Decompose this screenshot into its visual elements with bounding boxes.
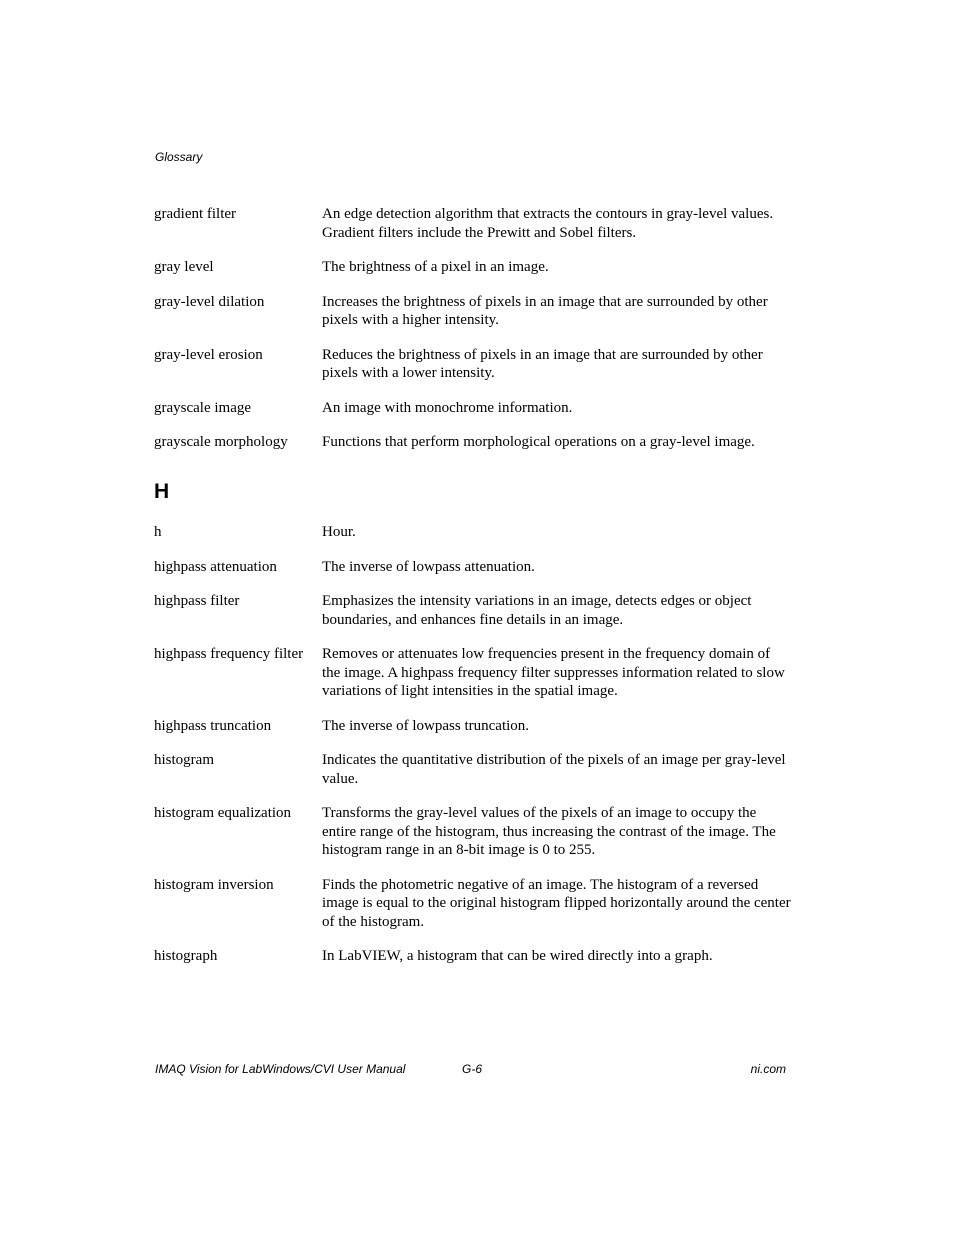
- glossary-definition: The inverse of lowpass attenuation.: [322, 558, 535, 575]
- glossary-section-g: [154, 205, 794, 468]
- glossary-entry: [154, 258, 794, 277]
- glossary-term: h: [154, 524, 162, 540]
- glossary-entry: [154, 523, 794, 542]
- glossary-definition: Indicates the quantitative distribution of the pixels of an image per gray-level value.: [322, 752, 786, 787]
- footer-page-number: G-6: [462, 1062, 483, 1076]
- glossary-entry: [154, 293, 794, 330]
- running-head: Glossary: [155, 150, 203, 164]
- glossary-term: histogram inversion: [154, 876, 274, 893]
- glossary-term: gradient filter: [154, 206, 237, 222]
- glossary-entry: [154, 558, 794, 577]
- glossary-term: highpass filter: [154, 593, 240, 609]
- glossary-entry: [154, 717, 794, 736]
- glossary-entry: [154, 433, 794, 452]
- glossary-definition: The inverse of lowpass truncation.: [322, 717, 530, 734]
- glossary-entry: [154, 876, 794, 932]
- glossary-entry: [154, 751, 794, 788]
- glossary-entry: [154, 346, 794, 383]
- glossary-term: gray-level dilation: [154, 293, 265, 310]
- glossary-entry: [154, 947, 794, 966]
- glossary-term: grayscale image: [154, 399, 252, 416]
- glossary-definition: An edge detection algorithm that extracts the contours in gray-level values. Gradient filters include the Prewitt and Sobel filters.: [322, 206, 774, 241]
- glossary-term: gray level: [154, 259, 214, 275]
- glossary-definition: The brightness of a pixel in an image.: [322, 259, 549, 275]
- glossary-entry: [154, 645, 794, 701]
- glossary-definition: In LabVIEW, a histogram that can be wired directly into a graph.: [322, 948, 713, 964]
- glossary-definition: An image with monochrome information.: [322, 399, 573, 416]
- glossary-term: histogram: [154, 752, 214, 768]
- glossary-term: highpass attenuation: [154, 558, 277, 575]
- glossary-term: gray-level erosion: [154, 346, 263, 363]
- glossary-section-h: [154, 523, 794, 982]
- glossary-definition: Removes or attenuates low frequencies present in the frequency domain of the image. A highpass frequency filter suppresses information related to slow variations of light intensities in the spatial image.: [322, 646, 785, 699]
- glossary-term: histogram equalization: [154, 805, 292, 821]
- glossary-term: grayscale morphology: [154, 434, 288, 450]
- footer-website: ni.com: [750, 1062, 786, 1076]
- glossary-entry: [154, 205, 794, 242]
- glossary-definition: Transforms the gray-level values of the pixels of an image to occupy the entire range of the histogram, thus increasing the contrast of the image. The histogram range in an 8-bit image is 0 to 255.: [322, 805, 776, 858]
- glossary-definition: Reduces the brightness of pixels in an image that are surrounded by other pixels with a lower intensity.: [322, 346, 763, 381]
- glossary-definition: Functions that perform morphological operations on a gray-level image.: [322, 434, 755, 450]
- glossary-definition: Hour.: [322, 524, 356, 540]
- glossary-term: highpass frequency filter: [154, 646, 304, 662]
- glossary-entry: [154, 592, 794, 629]
- section-letter-heading: H: [154, 480, 170, 503]
- glossary-term: highpass truncation: [154, 717, 272, 734]
- footer-manual-title: IMAQ Vision for LabWindows/CVI User Manual: [155, 1062, 406, 1076]
- glossary-definition: Emphasizes the intensity variations in an image, detects edges or object boundaries, and enhances fine details in an image.: [322, 593, 752, 628]
- glossary-entry: [154, 399, 794, 418]
- glossary-definition: Increases the brightness of pixels in an image that are surrounded by other pixels with a higher intensity.: [322, 293, 768, 328]
- glossary-entry: [154, 804, 794, 860]
- glossary-term: histograph: [154, 948, 218, 964]
- glossary-definition: Finds the photometric negative of an image. The histogram of a reversed image is equal to the original histogram flipped horizontally around the center of the histogram.: [322, 876, 791, 930]
